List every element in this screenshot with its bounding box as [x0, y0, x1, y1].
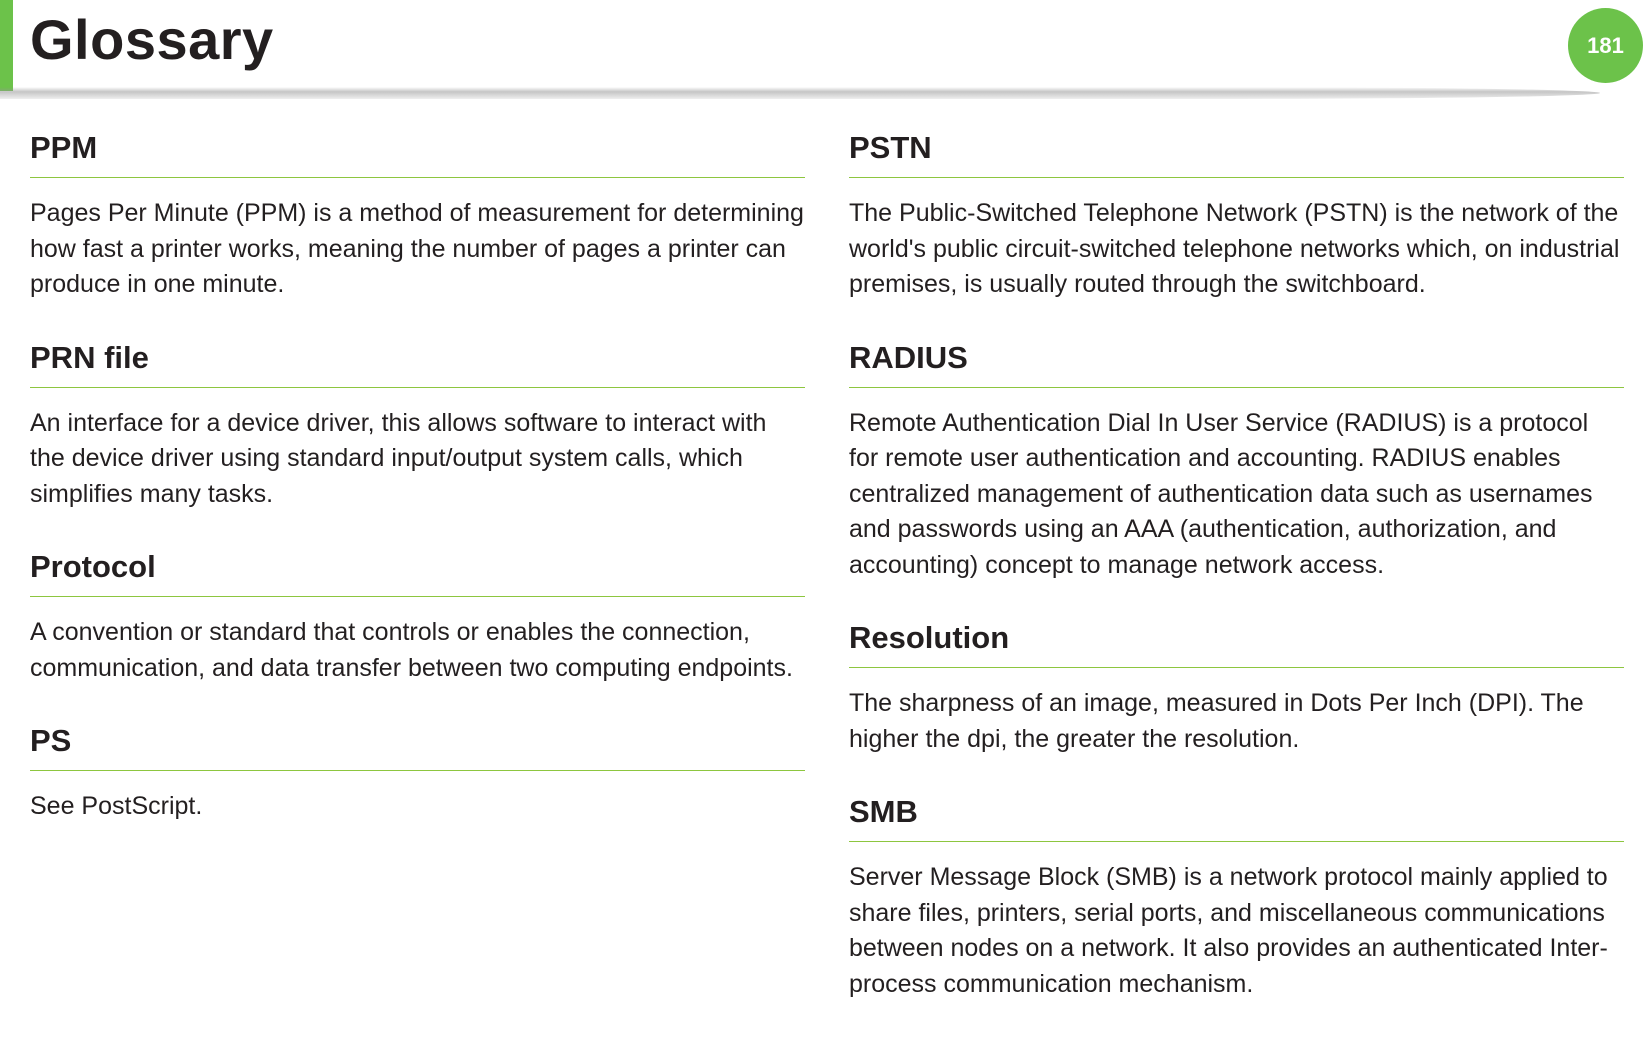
glossary-term: RADIUS: [849, 337, 1624, 388]
glossary-term: Resolution: [849, 617, 1624, 668]
glossary-entry-resolution: [849, 617, 1624, 757]
glossary-entry-pstn: [849, 127, 1624, 303]
glossary-definition: A convention or standard that controls or enables the connection, communication, and data transfer between two computing endpoints.: [30, 618, 793, 682]
glossary-entry-radius: [849, 337, 1624, 584]
glossary-term: PS: [30, 720, 805, 771]
glossary-definition: The sharpness of an image, measured in Dots Per Inch (DPI). The higher the dpi, the greater the resolution.: [849, 689, 1584, 753]
glossary-term: PPM: [30, 127, 805, 178]
glossary-entry-ppm: [30, 127, 805, 303]
glossary-definition: See PostScript.: [30, 792, 203, 820]
glossary-term: SMB: [849, 791, 1624, 842]
glossary-definition: The Public-Switched Telephone Network (PSTN) is the network of the world's public circuit-switched telephone networks which, on industrial premises, is usually routed through the switchboard.: [849, 199, 1620, 298]
right-column: [849, 127, 1624, 1036]
glossary-term: PSTN: [849, 127, 1624, 178]
glossary-entry-smb: [849, 791, 1624, 1002]
glossary-entry-protocol: [30, 546, 805, 686]
glossary-term: Protocol: [30, 546, 805, 597]
page-title: Glossary: [30, 8, 274, 71]
glossary-definition: Pages Per Minute (PPM) is a method of measurement for determining how fast a printer works, meaning the number of pages a printer can produce in one minute.: [30, 199, 804, 298]
glossary-definition: An interface for a device driver, this allows software to interact with the device driver using standard input/output system calls, which simplifies many tasks.: [30, 408, 767, 508]
glossary-entry-ps: [30, 720, 805, 825]
header-divider: [0, 87, 1600, 99]
glossary-entry-prn-file: [30, 337, 805, 513]
left-column: [30, 127, 805, 859]
header-accent-bar: [0, 0, 13, 91]
glossary-term: PRN file: [30, 337, 805, 388]
page-number-badge: 181: [1568, 8, 1643, 83]
glossary-definition: Server Message Block (SMB) is a network protocol mainly applied to share files, printers, serial ports, and miscellaneous communications between nodes on a network. It also provides an authenticated Inter-process communication mechanism.: [849, 863, 1608, 998]
glossary-definition: Remote Authentication Dial In User Service (RADIUS) is a protocol for remote user authentication and accounting. RADIUS enables centralized management of authentication data such as usernames and passwords using an AAA (authentication, authorization, and accounting) concept to manage network access.: [849, 408, 1593, 579]
